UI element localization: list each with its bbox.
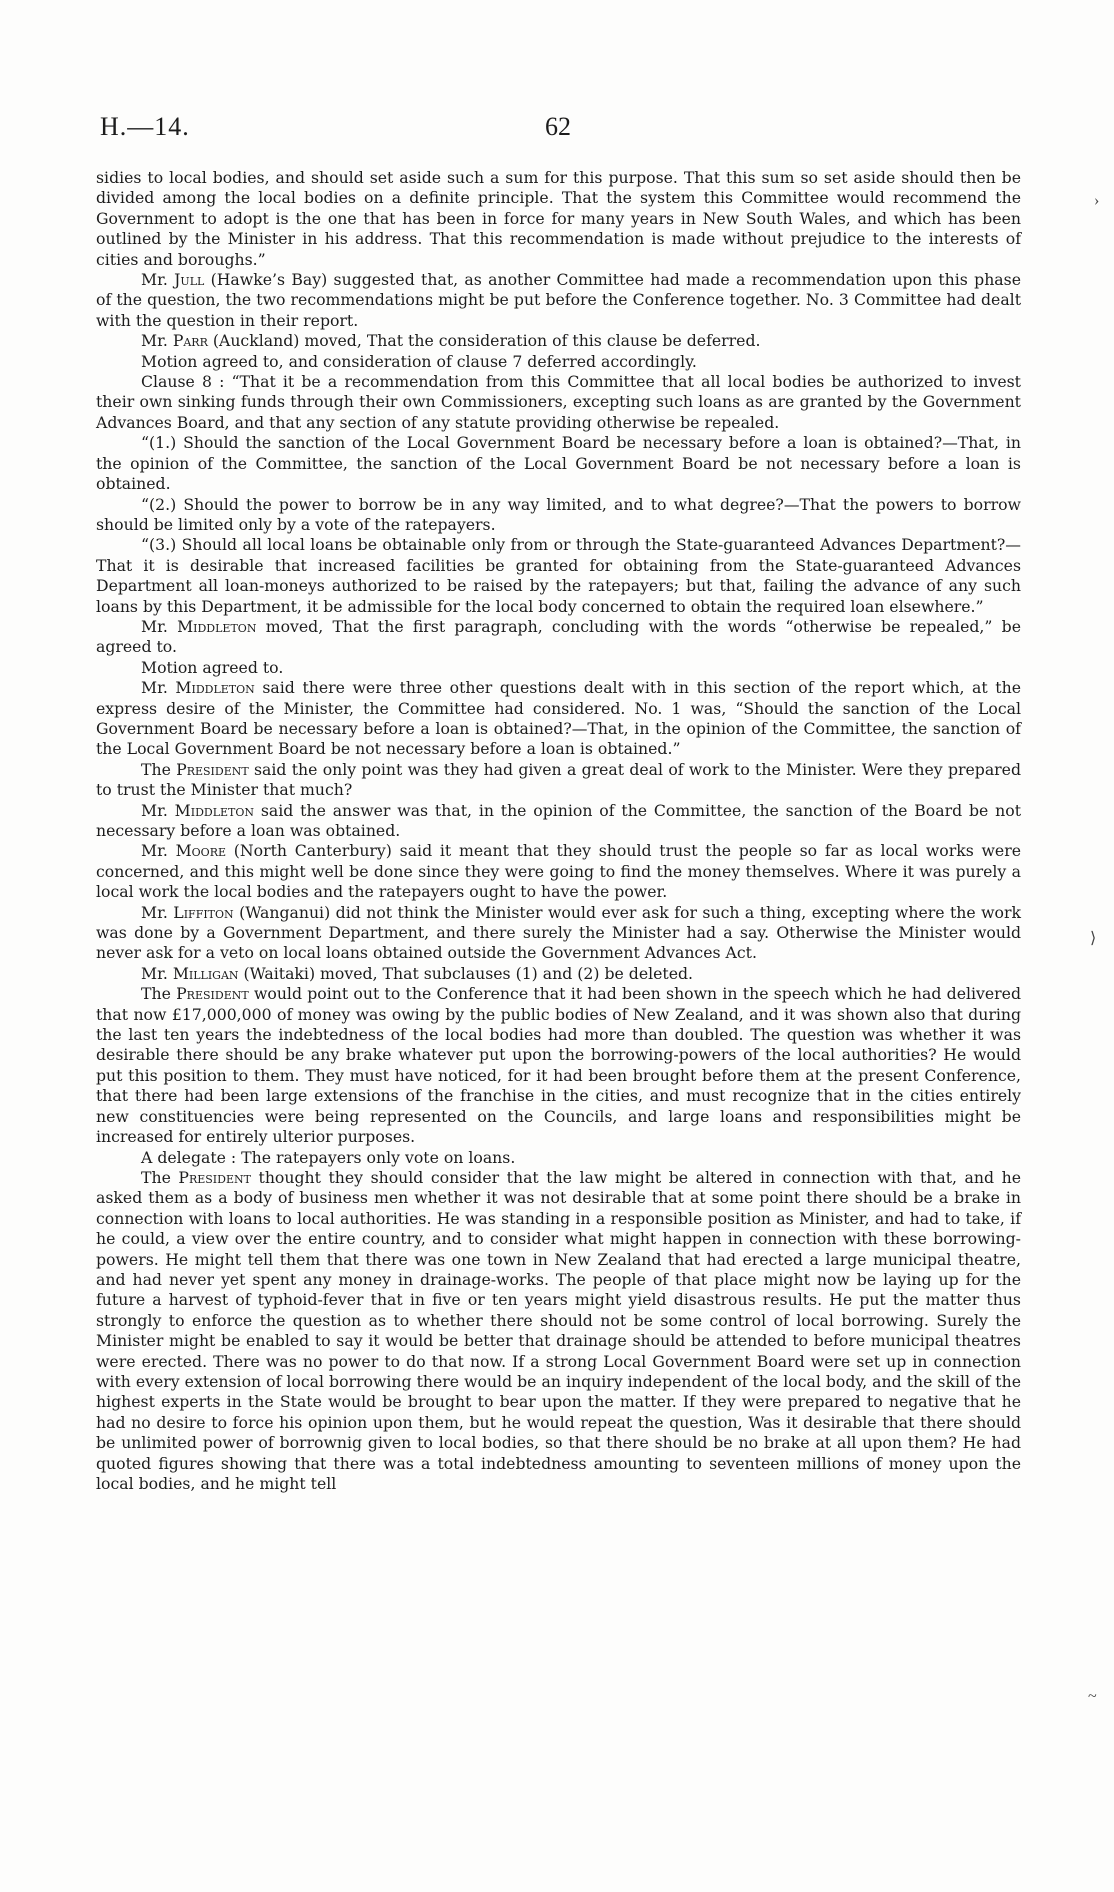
paragraph: Mr. Liffiton (Wanganui) did not think the Minister would ever ask for such a thing, excepting where the work was done by a Government Department, and there surely the Minister had a say. Otherwise the Minister would never ask for a veto on local loans obtained outside the Government Advances Act. [96,902,1022,963]
margin-mark: › [1094,192,1100,209]
paragraph: Motion agreed to, and consideration of clause 7 deferred accordingly. [141,351,697,371]
margin-mark: ~ [1088,1688,1097,1705]
speaker-name: Milligan [172,963,239,983]
speaker-name: Middleton [177,616,257,636]
page-header [100,112,1020,148]
speaker-name: Moore [175,841,227,861]
page-number: 62 [545,112,571,141]
paragraph: The President said the only point was they had given a great deal of work to the Minister. Were they prepared to trust the Minister that much? [96,759,1021,800]
paragraph: Mr. Moore (North Canterbury) said it meant that they should trust the people so far as local works were concerned, and this might well be done since they were going to find the money themselves. Where it was purely a local work the local bodies and the ratepayers ought to have the power. [96,841,1021,902]
speaker-name: Middleton [175,678,255,698]
paragraph: Mr. Parr (Auckland) moved, That the consideration of this clause be deferred. [141,331,761,351]
paragraph: Mr. Middleton said the answer was that, in the opinion of the Committee, the sanction of the Board be not necessary before a loan was obtained. [96,800,1021,840]
paragraph: Mr. Jull (Hawke’s Bay) suggested that, as another Committee had made a recommendation upon this phase of the question, the two recommendations might be put before the Conference together. No. 3 Committee had dealt with the question in their report. [96,270,1021,330]
paragraph: Mr. Middleton moved, That the first paragraph, concluding with the words “otherwise be repealed,” be agreed to. [96,616,1021,657]
paragraph: sidies to local bodies, and should set aside such a sum for this purpose. That this sum so set aside should then be divided among the local bodies on a definite principle. That the system this Committee would recommend the Government to adopt is the one that has been in force for many years in New South Wales, and which has been outlined by the Minister in his address. That this recommendation is made without prejudice to the interests of cities and boroughs.” [96,168,1021,269]
speaker-name: President [176,984,249,1004]
speaker-name: President [178,1167,251,1187]
speaker-name: Jull [174,270,205,290]
report-reference: H.—14. [100,112,190,141]
speaker-name: Middleton [174,800,255,820]
body-text [96,168,1021,1494]
speaker-name: President [176,759,249,779]
speaker-name: Parr [172,331,208,351]
paragraph: Mr. Milligan (Waitaki) moved, That subclauses (1) and (2) be deleted. [141,963,694,983]
paragraph: The President would point out to the Conference that it had been shown in the speech which he had delivered that now £17,000,000 of money was owing by the public bodies of New Zealand, and it was shown also that during the last ten years the indebtedness of the local bodies had more than doubled. The question was whether it was desirable there should be any brake whatever put upon the borrowing-powers of the local authorities? He would put this position to them. They must have noticed, for it had been brought before them at the present Conference, that there had been large extensions of the franchise in the cities, and must recognize that in the cities entirely new constituencies were being represented on the Councils, and large loans and responsibilities might be increased for entirely ulterior purposes. [96,984,1022,1147]
margin-mark: ⟩ [1090,930,1097,947]
paragraph: Clause 8 : “That it be a recommendation from this Committee that all local bodies be authorized to invest their own sinking funds through their own Commissioners, excepting such loans as are granted by the Government Advances Board, and that any section of any statute providing otherwise be repealed. [96,372,1021,432]
paragraph: Motion agreed to. [141,657,284,677]
paragraph: “(2.) Should the power to borrow be in any way limited, and to what degree?—That the powers to borrow should be limited only by a vote of the ratepayers. [96,494,1021,534]
speaker-name: Liffiton [173,902,234,922]
paragraph: A delegate : The ratepayers only vote on loans. [141,1147,516,1167]
paragraph: “(1.) Should the sanction of the Local Government Board be necessary before a loan is obtained?—That, in the opinion of the Committee, the sanction of the Local Government Board be not necessary before a loan is obtained. [96,433,1021,494]
paragraph: The President thought they should consider that the law might be altered in connection with that, and he asked them as a body of business men whether it was not desirable that at some point there should be a brake in connection with loans to local authorities. He was standing in a responsible position as Minister, and had to take, if he could, a view over the entire country, and to consider what might happen in connection with these borrowing-powers. He might tell them that there was one town in New Zealand that had erected a large municipal theatre, and had never yet spent any money in drainage-works. The people of that place might now be laying up for the future a harvest of typhoid-fever that in five or ten years might yield disastrous results. He put the matter thus strongly to enforce the question as to whether there should not be some control of local borrowing. Surely the Minister might be enabled to say it would be better that drainage should be attended to before municipal theatres were erected. There was no power to do that now. If a strong Local Government Board were set up in connection with every extension of local borrowing there would be an inquiry independent of the local body, and the skill of the highest experts in the State would be brought to bear upon the matter. If they were prepared to negative that he had no desire to force his opinion upon them, but he would repeat the question, Was it desirable that there should be unlimited power of borrownig given to local bodies, so that there should be no brake at all upon them? He had quoted figures showing that there was a total indebtedness amounting to seventeen millions of money upon the local bodies, and he might tell [96,1167,1021,1493]
paragraph: Mr. Middleton said there were three other questions dealt with in this section of the report which, at the express desire of the Minister, the Committee had considered. No. 1 was, “Should the sanction of the Local Government Board be necessary before a loan is obtained?—That, in the opinion of the Committee, the sanction of the Local Government Board be not necessary before a loan is obtained.” [96,678,1021,759]
paragraph: “(3.) Should all local loans be obtainable only from or through the State-guaranteed Advances Department?—That it is desirable that increased facilities be granted for obtaining from the State-guaranteed Advances Department all loan-moneys authorized to be raised by the ratepayers; but that, failing the advance of any such loans by this Department, it be admissible for the local body concerned to obtain the required loan elsewhere.” [96,535,1021,616]
